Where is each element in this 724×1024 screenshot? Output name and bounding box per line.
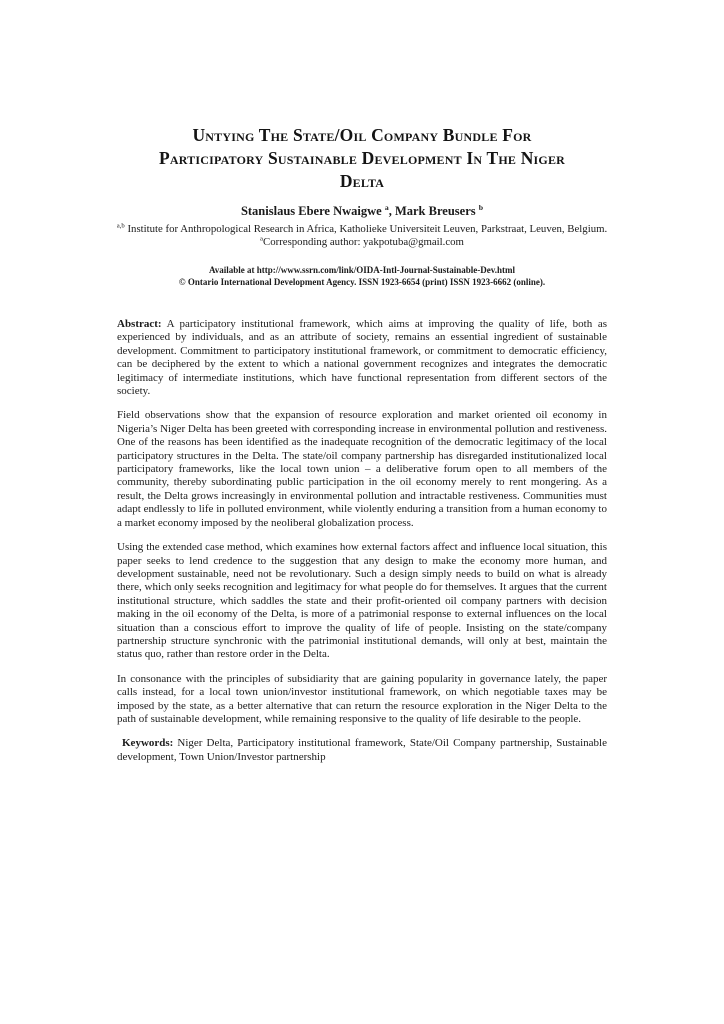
keywords-label: Keywords:	[122, 737, 174, 750]
abstract-paragraph-1-text: A participatory institutional framework, which aims at improving the quality of life, both as experienced by individuals, and as an attribute of society, remains an essential ingredient of sustainable development. Commitment to participatory institutional framework, or commitment to democratic efficiency, can be deciphered by the extent to which a national government recognizes and integrates the democratic legitimacy of intermediate institutions, which have functional representation from different sectors of the society.	[117, 318, 607, 398]
title-line-3: Delta	[339, 171, 385, 191]
paper-title	[0, 124, 724, 193]
availability-line: Available at http://www.ssrn.com/link/OIDA-Intl-Journal-Sustainable-Dev.html	[208, 265, 516, 275]
affiliation-text: Institute for Anthropological Research in Africa, Katholieke Universiteit Leuven, Parkstraat, Leuven, Belgium.	[124, 223, 608, 235]
abstract-label: Abstract:	[117, 318, 162, 330]
paragraph-field-observations: Field observations show that the expansion of resource exploration and market oriented oil economy in Nigeria’s Niger Delta has been greeted with corresponding increase in environmental pollution and restiveness. One of the reasons has been identified as the inadequate recognition of the democratic legitimacy of the local participatory structures in the Delta. The state/oil company partnership has disregarded institutionalized local participatory frameworks, like the local town union – a deliberative forum open to all members of the community, thereby subordinating public participation in the oil economy merely to rent mongering. As a result, the Delta grows increasingly in environmental pollution and intractable restiveness. Communities must adapt endlessly to life in polluted environment, while violently enduring a transition from a human economy to a market economy imposed by the neoliberal globalization process.	[117, 409, 607, 529]
copyright-issn-line: © Ontario International Development Agency. ISSN 1923-6654 (print) ISSN 1923-6662 (online).	[178, 276, 546, 287]
corresponding-author-line	[0, 236, 724, 249]
author-1: Stanislaus Ebere Nwaigwe	[240, 204, 385, 218]
keywords-text: Niger Delta, Participatory institutional framework, State/Oil Company partnership, Sustainable development, Town Union/Investor partnership	[117, 737, 607, 763]
title-block	[0, 0, 724, 288]
author-2-affiliation-mark: b	[478, 202, 484, 212]
corresponding-text: Corresponding author: yakpotuba@gmail.com	[263, 236, 464, 248]
title-line-2: Participatory Sustainable Development In The Niger	[158, 148, 566, 168]
author-line	[0, 203, 724, 219]
author-2: Mark Breusers	[394, 204, 479, 218]
affiliation-line	[0, 223, 724, 236]
author-separator: ,	[388, 204, 395, 218]
paragraph-subsidiarity: In consonance with the principles of subsidiarity that are gaining popularity in governance lately, the paper calls instead, for a local town union/investor institutional framework, on which negotiable taxes may be imposed by the state, as a better alternative that can return the resource exploration in the Niger Delta to the path of sustainable development, while remaining responsive to the quality of life desirable to the people.	[117, 672, 607, 725]
abstract-block	[117, 318, 607, 764]
title-line-1: Untying The State/Oil Company Bundle For	[192, 125, 532, 145]
journal-info-block	[0, 265, 724, 288]
affiliation-marks: a,b	[116, 222, 125, 230]
paragraph-abstract	[117, 318, 607, 398]
corresponding-mark: a	[260, 235, 263, 243]
keywords-line	[117, 737, 607, 764]
paragraph-extended-case-method: Using the extended case method, which examines how external factors affect and influence local situation, this paper seeks to lend credence to the suggestion that any design to make the economy more human, and development sustainable, need not be revolutionary. Such a design simply needs to build on what is already there, which only seeks recognition and legitimacy for what people do for themselves. It argues that the current institutional structure, which saddles the state and their profit-oriented oil company partners with decision making in the oil economy of the Delta, is more of a patrimonial response to external influences on the local situation than a conscious effort to improve the quality of life of people. Insisting on the state/company partnership structure synchronic with the patrimonial institutional demands, will only at best, maintain the status quo, rather than restore order in the Delta.	[117, 541, 607, 661]
author-1-affiliation-mark: a	[384, 202, 389, 212]
